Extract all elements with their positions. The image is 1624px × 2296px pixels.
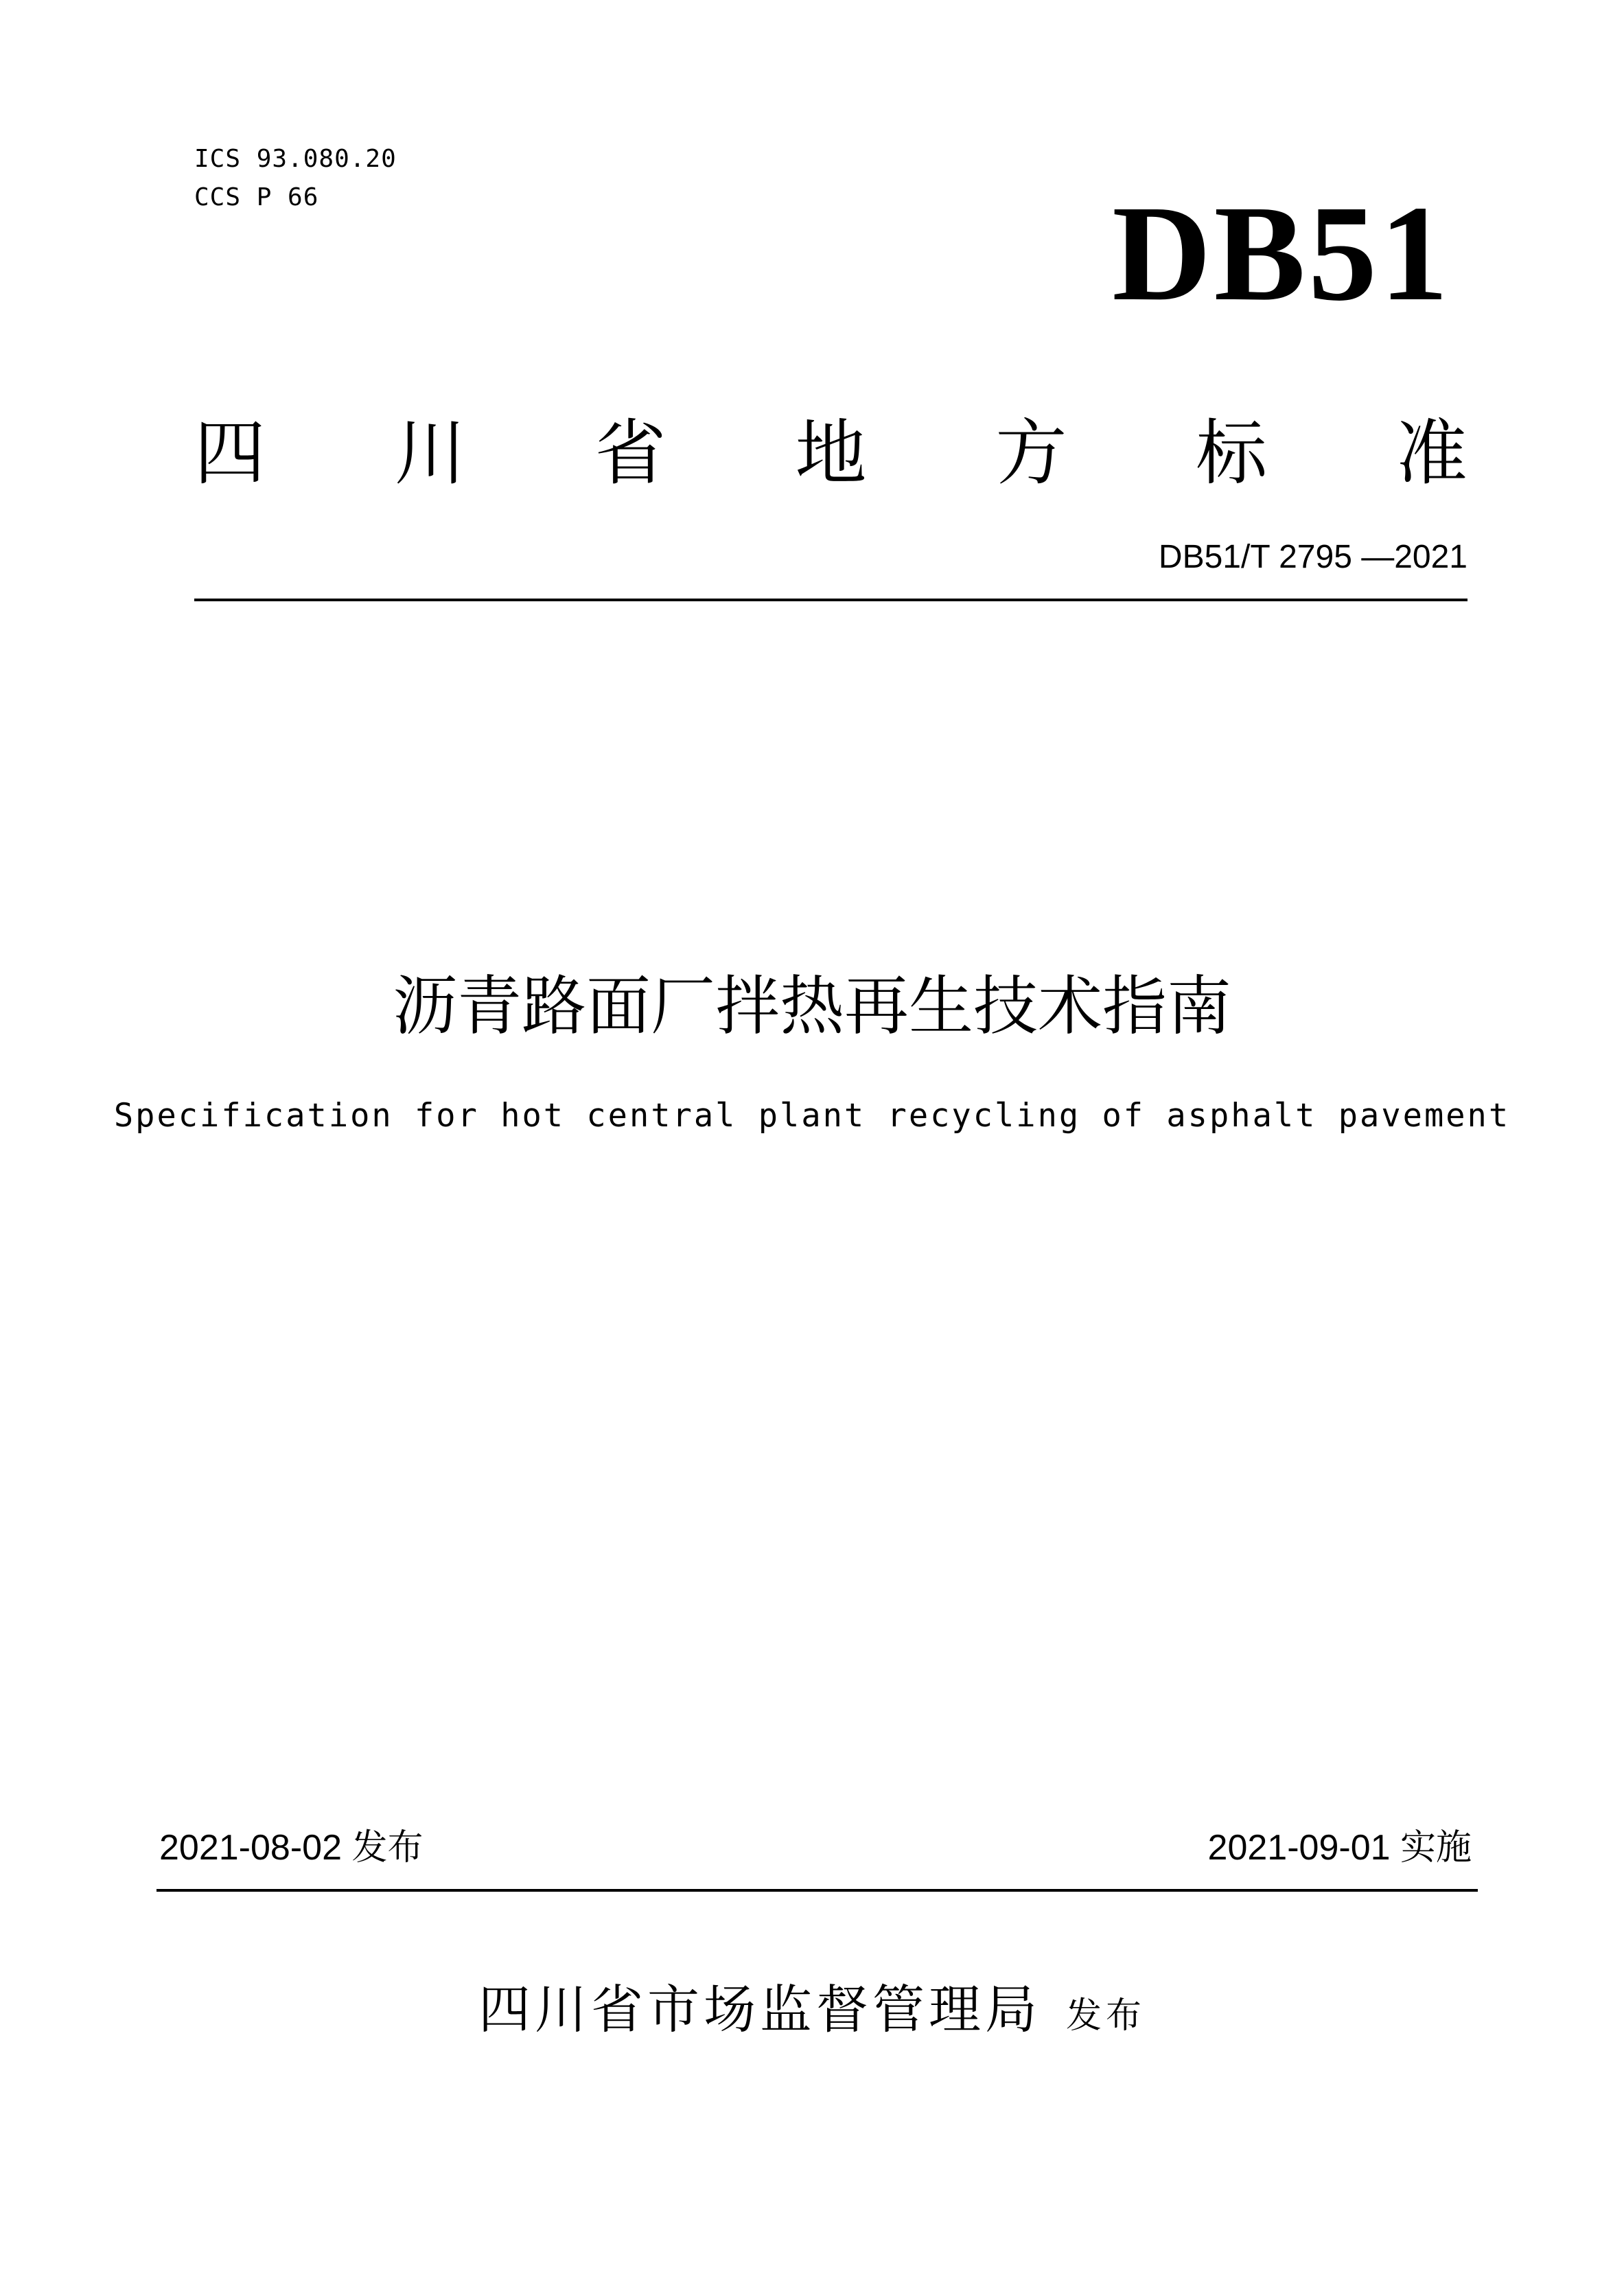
standard-type-char: 准 xyxy=(1395,411,1468,495)
ccs-code: CCS P 66 xyxy=(194,183,319,211)
bottom-divider xyxy=(156,1889,1478,1892)
standard-type-char: 川 xyxy=(394,411,466,495)
ics-code: ICS 93.080.20 xyxy=(194,145,397,173)
db51-logo: DB51 xyxy=(1112,178,1451,329)
publisher-line xyxy=(0,1977,1624,2049)
publisher-name: 四川省市场监督管理局 xyxy=(478,1979,1041,2040)
standard-type-heading xyxy=(194,412,1468,494)
standard-type-char: 方 xyxy=(995,411,1067,495)
issue-date: 2021-08-02 发布 xyxy=(159,1828,424,1868)
standard-type-char: 地 xyxy=(795,411,867,495)
standard-type-char: 标 xyxy=(1196,411,1268,495)
implementation-date: 2021-09-01 实施 xyxy=(1207,1828,1472,1868)
publisher-suffix: 发布 xyxy=(1065,1995,1146,2037)
document-title-english: Specification for hot central plant recycling of asphalt pavement xyxy=(113,1097,1511,1135)
document-title-chinese: 沥青路面厂拌热再生技术指南 xyxy=(392,969,1231,1044)
standard-type-char: 省 xyxy=(594,411,666,495)
standard-type-char: 四 xyxy=(194,411,266,495)
top-divider xyxy=(194,599,1468,601)
standard-number: DB51/T 2795 —2021 xyxy=(1158,539,1468,575)
